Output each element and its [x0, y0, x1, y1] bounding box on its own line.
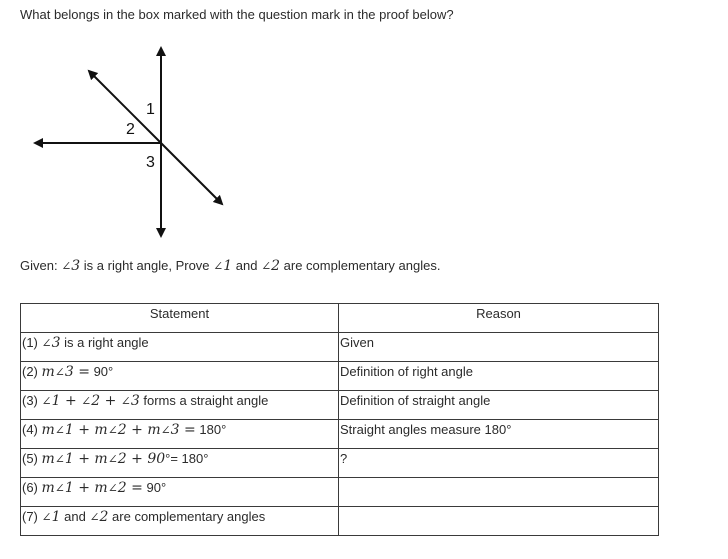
question-text: What belongs in the box marked with the question mark in the proof below?	[20, 7, 454, 22]
statement-cell: (1) ∠3 is a right angle	[21, 333, 339, 362]
given-angle-3: ∠3	[61, 258, 81, 274]
angle-label-2: 2	[126, 121, 135, 138]
table-row	[21, 391, 659, 420]
diagonal-line-down	[161, 143, 222, 204]
reason-header: Reason	[339, 304, 659, 333]
statement-cell: (4) m∠1 + m∠2 + m∠3 = 180°	[21, 420, 339, 449]
table-row	[21, 362, 659, 391]
table-row	[21, 478, 659, 507]
statement-cell: (2) m∠3 = 90°	[21, 362, 339, 391]
proof-table	[20, 303, 659, 536]
statement-header: Statement	[21, 304, 339, 333]
angle-figure	[0, 0, 260, 250]
reason-cell	[339, 507, 659, 536]
reason-cell: Definition of right angle	[339, 362, 659, 391]
angle-label-3: 3	[146, 154, 155, 171]
prove-angle-1: ∠1	[213, 258, 233, 274]
table-row	[21, 333, 659, 362]
table-row	[21, 507, 659, 536]
prove-angle-2: ∠2	[261, 258, 281, 274]
table-row	[21, 449, 659, 478]
reason-cell: Given	[339, 333, 659, 362]
angle-label-1: 1	[146, 101, 155, 118]
table-row	[21, 420, 659, 449]
reason-cell: Straight angles measure 180°	[339, 420, 659, 449]
reason-cell	[339, 478, 659, 507]
statement-cell: (7) ∠1 and ∠2 are complementary angles	[21, 507, 339, 536]
statement-cell: (3) ∠1 + ∠2 + ∠3 forms a straight angle	[21, 391, 339, 420]
reason-cell-unknown: ?	[339, 449, 659, 478]
statement-cell: (6) m∠1 + m∠2 = 90°	[21, 478, 339, 507]
statement-cell: (5) m∠1 + m∠2 + 90°= 180°	[21, 449, 339, 478]
reason-cell: Definition of straight angle	[339, 391, 659, 420]
given-statement: Given: ∠3 is a right angle, Prove ∠1 and ∠2 are complementary angles.	[20, 258, 441, 274]
